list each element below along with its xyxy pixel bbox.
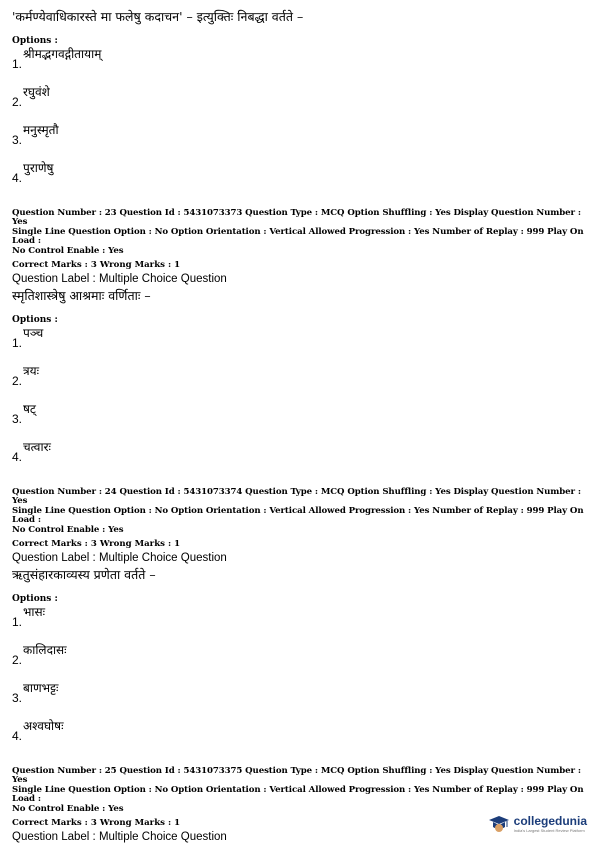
question-23-option-4[interactable] [12,440,587,478]
question-23-text: स्मृतिशास्त्रेषु आश्रमाः वर्णिताः – [12,288,151,304]
question-24 [12,488,587,757]
question-24-meta-line-2: Single Line Question Option : No Option Orientation : Vertical Allowed Progression : Yes Number of Replay : 999 Play On Load : [12,505,584,526]
graduate-cap-icon [488,814,510,834]
option-number: 2. [12,374,23,389]
option-text: पञ्च [23,326,44,341]
question-23-meta-line-1: Question Number : 23 Question Id : 5431073373 Question Type : MCQ Option Shuffling : Yes Display Question Number : Yes [12,208,581,228]
option-number: 2. [12,653,23,668]
option-text: चत्वारः [23,440,51,455]
question-23-marks: Correct Marks : 3 Wrong Marks : 1 [12,260,181,271]
question-24-option-3[interactable] [12,681,587,719]
question-24-option-4[interactable] [12,719,587,757]
question-23 [12,209,587,478]
option-number: 3. [12,412,23,427]
question-23-options-label: Options : [12,315,58,326]
question-22-option-2[interactable] [12,85,587,123]
question-25-meta-line-3: No Control Enable : Yes [12,803,124,814]
logo-name: collegedunia [513,814,587,828]
question-24-meta-line-1: Question Number : 24 Question Id : 5431073374 Question Type : MCQ Option Shuffling : Yes Display Question Number : Yes [12,487,581,507]
option-text: भासः [23,605,46,620]
logo-text [514,815,587,833]
question-24-meta-line-3: No Control Enable : Yes [12,524,124,535]
question-22-option-3[interactable] [12,123,587,161]
question-23-option-1[interactable] [12,326,587,364]
option-number: 3. [12,691,23,706]
question-24-option-1[interactable] [12,605,587,643]
question-23-option-3[interactable] [12,402,587,440]
question-24-options-label: Options : [12,594,58,605]
question-22-options-label: Options : [12,36,58,46]
question-24-label: Question Label : Multiple Choice Question [12,552,227,565]
question-25-label: Question Label : Multiple Choice Question [12,831,227,844]
option-number: 4. [12,171,23,185]
question-23-meta-line-2: Single Line Question Option : No Option Orientation : Vertical Allowed Progression : Yes Number of Replay : 999 Play On Load : [12,226,584,247]
question-23-meta-line-3: No Control Enable : Yes [12,245,124,256]
question-22 [12,8,587,199]
logo-tagline: India's Largest Student Review Platform [513,828,585,833]
question-22-option-4[interactable] [12,161,587,199]
question-24-text: ऋतुसंहारकाव्यस्य प्रणेता वर्तते – [12,567,156,583]
option-text: कालिदासः [23,643,67,658]
option-number: 1. [12,615,23,630]
option-number: 2. [12,95,23,109]
question-23-label: Question Label : Multiple Choice Question [12,273,227,286]
option-text: बाणभट्टः [23,681,59,696]
option-number: 4. [12,450,23,465]
question-23-option-2[interactable] [12,364,587,402]
option-text: त्रयः [23,364,40,379]
option-number: 4. [12,729,23,744]
option-text: पुराणेषु [23,161,54,175]
option-text: अश्वघोषः [23,719,64,734]
option-text: श्रीमद्भगवद्गीतायाम् [23,47,102,61]
collegedunia-logo [488,814,587,834]
question-22-option-1[interactable] [12,47,587,85]
question-24-marks: Correct Marks : 3 Wrong Marks : 1 [12,539,181,550]
option-text: मनुस्मृतौ [23,123,59,137]
option-text: षट् [23,402,36,417]
question-22-text: 'कर्मण्येवाधिकारस्ते मा फलेषु कदाचन' – इत्युक्तिः निबद्धा वर्तते – [12,9,304,24]
question-25-meta-line-2: Single Line Question Option : No Option Orientation : Vertical Allowed Progression : Yes Number of Replay : 999 Play On Load : [12,784,584,805]
option-text: रघुवंशे [23,85,50,99]
option-number: 1. [12,57,23,71]
question-25-meta-line-1: Question Number : 25 Question Id : 5431073375 Question Type : MCQ Option Shuffling : Yes Display Question Number : Yes [12,766,581,786]
document-page [12,8,587,845]
question-25-marks: Correct Marks : 3 Wrong Marks : 1 [12,818,181,829]
question-24-option-2[interactable] [12,643,587,681]
option-number: 3. [12,133,23,147]
option-number: 1. [12,336,23,351]
